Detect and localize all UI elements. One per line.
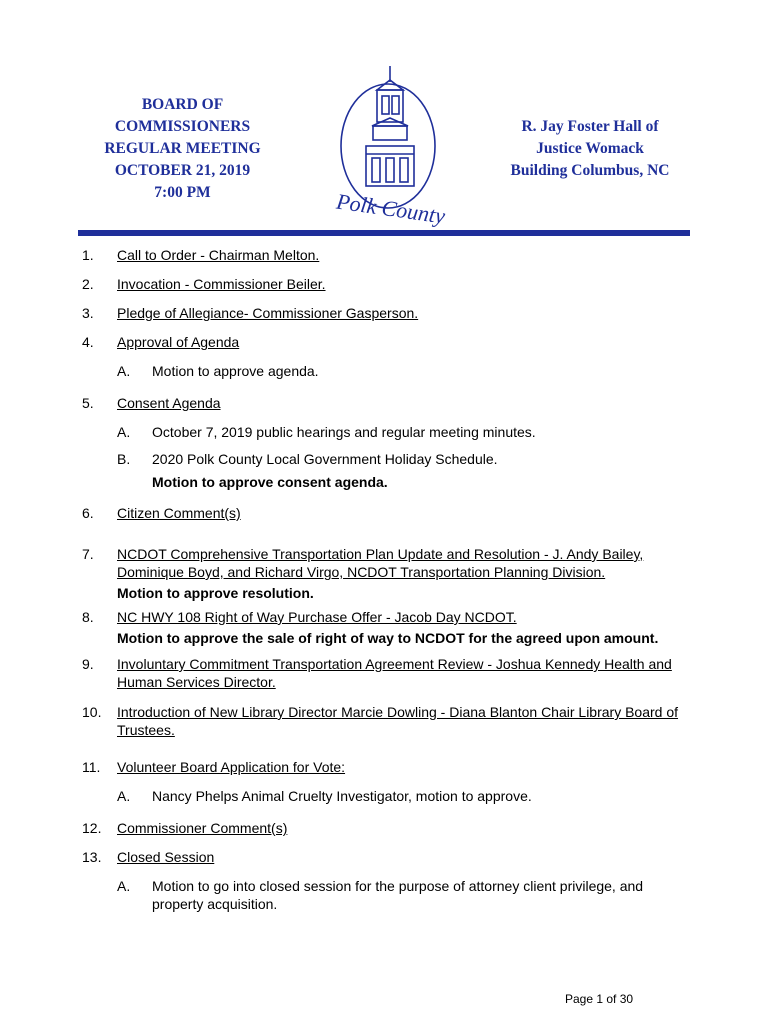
item-title: Pledge of Allegiance- Commissioner Gasperson. xyxy=(117,305,419,321)
subitem-letter: A. xyxy=(117,363,131,379)
subitem-letter: A. xyxy=(117,788,131,804)
item-title: Introduction of New Library Director Marcie Dowling - Diana Blanton Chair Library Board of Trustees. xyxy=(117,704,679,738)
item-title: NCDOT Comprehensive Transportation Plan Update and Resolution - J. Andy Bailey, Dominique Boyd, and Richard Virgo, NCDOT Transportation Planning Division. xyxy=(117,546,644,580)
agenda-item xyxy=(82,848,692,866)
agenda-item xyxy=(82,545,692,602)
subitem-text: October 7, 2019 public hearings and regular meeting minutes. xyxy=(152,424,536,440)
item-number: 12. xyxy=(82,820,102,836)
subitem-text: Motion to go into closed session for the purpose of attorney client privilege, and property acquisition. xyxy=(152,878,644,912)
item-number: 13. xyxy=(82,849,102,865)
agenda-item xyxy=(82,703,692,739)
agenda-subitem xyxy=(82,877,692,913)
item-number: 3. xyxy=(82,305,94,321)
item-title: NC HWY 108 Right of Way Purchase Offer - Jacob Day NCDOT. xyxy=(117,609,517,625)
meeting-date: OCTOBER 21, 2019 xyxy=(114,162,251,179)
item-number: 11. xyxy=(82,759,101,775)
motion-text xyxy=(82,473,692,491)
agenda-subitem xyxy=(82,362,692,380)
agenda-item xyxy=(82,608,692,647)
subitem-text: Motion to approve consent agenda. xyxy=(152,474,388,490)
agenda-item xyxy=(82,333,692,351)
agenda-item xyxy=(82,758,692,776)
item-title: Invocation - Commissioner Beiler. xyxy=(117,276,326,292)
motion-text: Motion to approve the sale of right of way to NCDOT for the agreed upon amount. xyxy=(117,630,659,646)
location-line: Justice Womack xyxy=(536,140,644,157)
item-title: Consent Agenda xyxy=(117,395,221,411)
meeting-title-block xyxy=(95,94,270,204)
subitem-letter: A. xyxy=(117,424,131,440)
agenda-item xyxy=(82,655,692,691)
meeting-title-line: COMMISSIONERS xyxy=(114,118,251,135)
item-title: Approval of Agenda xyxy=(117,334,240,350)
item-number: 5. xyxy=(82,395,94,411)
item-title: Call to Order - Chairman Melton. xyxy=(117,247,320,263)
agenda-item xyxy=(82,504,692,522)
agenda-list xyxy=(82,246,692,913)
subitem-text: Nancy Phelps Animal Cruelty Investigator, motion to approve. xyxy=(152,788,532,804)
item-number: 2. xyxy=(82,276,94,292)
item-number: 8. xyxy=(82,609,94,625)
subitem-letter: A. xyxy=(117,878,131,894)
subitem-text: 2020 Polk County Local Government Holiday Schedule. xyxy=(152,451,498,467)
item-number: 4. xyxy=(82,334,94,350)
location-line: Building Columbus, NC xyxy=(510,162,670,179)
meeting-title-line: BOARD OF xyxy=(141,96,224,113)
agenda-item xyxy=(82,394,692,412)
item-title: Volunteer Board Application for Vote: xyxy=(117,759,346,775)
subitem-text: Motion to approve agenda. xyxy=(152,363,319,379)
agenda-subitem xyxy=(82,787,692,805)
header-divider xyxy=(78,230,690,236)
motion-text: Motion to approve resolution. xyxy=(117,585,314,601)
item-number: 9. xyxy=(82,656,94,672)
agenda-item xyxy=(82,304,692,322)
item-title: Citizen Comment(s) xyxy=(117,505,241,521)
meeting-location-block xyxy=(490,116,690,182)
subitem-letter: B. xyxy=(117,451,131,467)
item-number: 6. xyxy=(82,505,94,521)
location-line: R. Jay Foster Hall of xyxy=(521,118,659,135)
logo-script-text: Polk County xyxy=(334,188,447,229)
page-number: Page 1 of 30 xyxy=(565,992,634,1006)
agenda-item xyxy=(82,246,692,264)
agenda-subitem xyxy=(82,450,692,468)
item-title: Closed Session xyxy=(117,849,215,865)
agenda-item xyxy=(82,275,692,293)
agenda-item xyxy=(82,819,692,837)
item-number: 10. xyxy=(82,704,102,720)
meeting-time: 7:00 PM xyxy=(154,184,211,201)
polk-county-logo xyxy=(330,66,450,232)
item-number: 7. xyxy=(82,546,94,562)
item-number: 1. xyxy=(82,247,94,263)
meeting-title-line: REGULAR MEETING xyxy=(104,140,261,157)
agenda-subitem xyxy=(82,423,692,441)
item-title: Commissioner Comment(s) xyxy=(117,820,288,836)
item-title: Involuntary Commitment Transportation Agreement Review - Joshua Kennedy Health and Human Services Director. xyxy=(117,656,672,690)
